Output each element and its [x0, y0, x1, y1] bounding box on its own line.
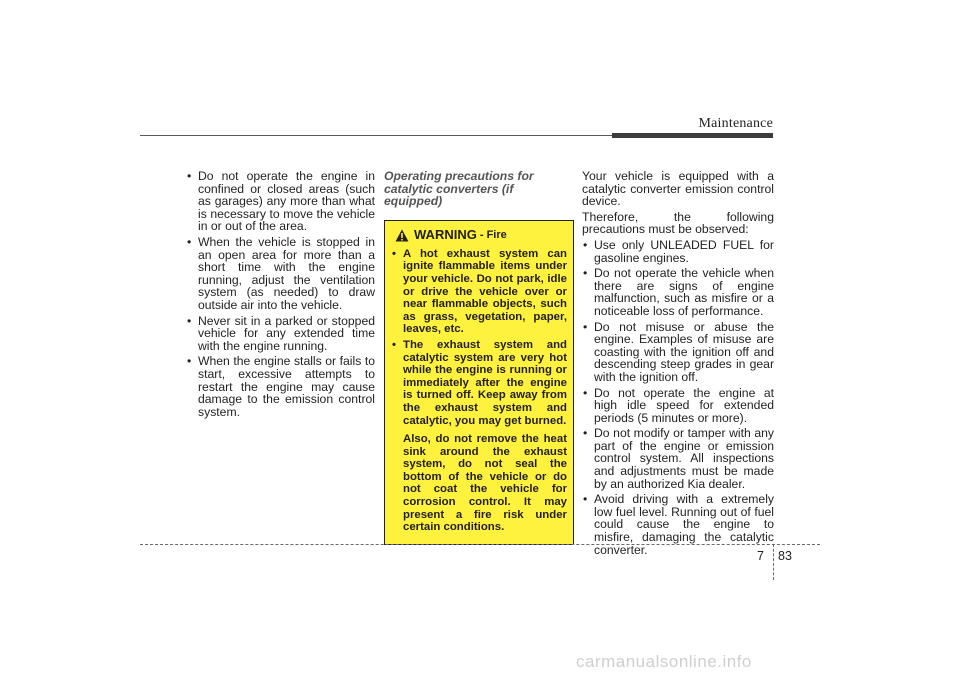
left-bullet-list [186, 170, 375, 418]
middle-column [384, 170, 574, 545]
lead-paragraph: Therefore, the following precautions must be observed: [582, 209, 774, 237]
list-item: • Never sit in a parked or stopped vehicle for any extended time with the engine running. [186, 315, 375, 353]
page-number: 83 [778, 549, 792, 563]
warning-bullet-list [391, 248, 567, 427]
left-column [186, 170, 375, 421]
list-item: • Use only UNLEADED FUEL for gasoline engines. [582, 239, 774, 264]
warning-header [395, 226, 567, 242]
footer-rule [140, 544, 820, 545]
intro-paragraph: Your vehicle is equipped with a catalytic converter emission control device. [582, 169, 774, 209]
right-column [582, 170, 774, 559]
warning-subtitle: - Fire [479, 228, 507, 241]
list-item: • Do not operate the engine at high idle speed for extended periods (5 minutes or more). [582, 387, 774, 425]
warning-title: WARNING [414, 226, 477, 242]
precautions-list [582, 239, 774, 556]
list-item: • Do not operate the engine in confined or closed areas (such as garages) any more than what is necessary to move the vehicle in or out of the area. [186, 170, 375, 233]
section-title: Maintenance [698, 116, 773, 131]
list-item: • Avoid driving with a extremely low fuel level. Running out of fuel could cause the engine to misfire, damaging the catalytic converter. [582, 493, 774, 556]
list-item: • Do not misuse or abuse the engine. Examples of misuse are coasting with the ignition off and descending steep grades in gear with the ignition off. [582, 321, 774, 384]
warning-triangle-icon [395, 229, 409, 242]
watermark: carmanualsonline.info [576, 652, 752, 671]
header-accent-bar [612, 133, 773, 138]
warning-box [384, 220, 574, 545]
list-item: • When the vehicle is stopped in an open area for more than a short time with the engine running, adjust the ventilation system (as needed) to draw outside air into the vehicle. [186, 236, 375, 312]
list-item: • The exhaust system and catalytic system are very hot while the engine is running or immediately after the engine is turned off. Keep away from the exhaust system and catalytic, you may get burned. [391, 339, 567, 427]
footer-divider [773, 544, 774, 580]
list-item: • Do not operate the vehicle when there are signs of engine malfunction, such as misfire or a noticeable loss of performance. [582, 267, 774, 317]
warning-paragraph: Also, do not remove the heat sink around the exhaust system, do not seal the bottom of the vehicle or do not coat the vehicle for corrosion control. It may present a fire risk under certain conditions. [403, 433, 567, 534]
chapter-number: 7 [757, 549, 764, 563]
list-item: • A hot exhaust system can ignite flammable items under your vehicle. Do not park, idle or drive the vehicle over or near flammable objects, such as grass, vegetation, paper, leaves, etc. [391, 248, 567, 336]
list-item: • When the engine stalls or fails to start, excessive attempts to restart the engine may cause damage to the emission control system. [186, 355, 375, 418]
list-item: • Do not modify or tamper with any part of the engine or emission control system. All inspections and adjustments must be made by an authorized Kia dealer. [582, 427, 774, 490]
section-subheading: Operating precautions for catalytic converters (if equipped) [384, 169, 534, 209]
